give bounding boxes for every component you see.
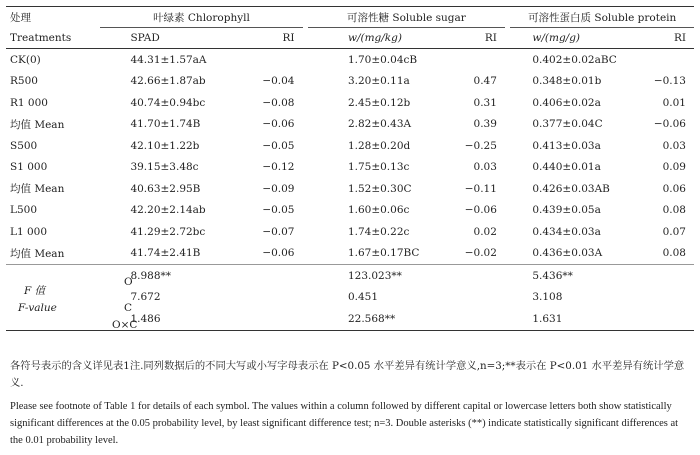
treatment-cell: CK(0) [10, 53, 41, 66]
sugar-ri: 0.47 [473, 75, 497, 88]
treatment-cell: 均值 Mean [10, 247, 65, 260]
sugar-unit-header: w/(mg/kg) [308, 28, 453, 49]
fvalue-sugar: 123.023** [308, 265, 453, 287]
chlorophyll-ri: −0.09 [262, 182, 295, 195]
fvalue-protein: 5.436** [510, 265, 641, 287]
protein-value: 0.413±0.03a [532, 139, 601, 152]
sugar-ri: 0.03 [473, 161, 497, 174]
chlorophyll-value: 41.74±2.41B [130, 247, 201, 260]
factor-label: O [124, 275, 133, 288]
protein-value: 0.436±0.03A [532, 247, 603, 260]
protein-ri: −0.06 [653, 118, 686, 131]
factor-label: C [124, 301, 133, 314]
chlorophyll-ri: −0.05 [262, 204, 295, 217]
table-row [6, 200, 694, 222]
chlorophyll-ri: −0.06 [262, 247, 295, 260]
table-row [6, 114, 694, 136]
chlorophyll-ri: −0.06 [262, 118, 295, 131]
sugar-ri: −0.06 [464, 204, 497, 217]
chlorophyll-ri [243, 49, 302, 71]
sugar-value: 3.20±0.11a [347, 75, 410, 88]
protein-value: 0.348±0.01b [532, 75, 602, 88]
treatments-header-cn: 处理 [6, 7, 100, 28]
chlorophyll-ri: −0.07 [262, 225, 295, 238]
chlorophyll-ri: −0.05 [262, 139, 295, 152]
protein-group-header: 可溶性蛋白质 Soluble protein [510, 7, 694, 28]
treatment-cell: R1 000 [10, 96, 48, 109]
ri-header-3: RI [641, 28, 694, 49]
protein-value: 0.377±0.04C [532, 118, 603, 131]
sugar-group-header: 可溶性糖 Soluble sugar [308, 7, 505, 28]
fvalue-label-en: F-value [18, 301, 57, 314]
protein-value: 0.426±0.03AB [532, 182, 610, 195]
protein-ri: 0.01 [662, 96, 686, 109]
treatment-cell: L1 000 [10, 225, 48, 238]
treatment-cell: L500 [10, 204, 38, 217]
table-row [6, 92, 694, 114]
chlorophyll-ri: −0.08 [262, 96, 295, 109]
sugar-ri: −0.02 [464, 247, 497, 260]
sugar-value: 2.82±0.43A [347, 118, 412, 131]
sugar-ri: 0.31 [473, 96, 497, 109]
protein-value: 0.440±0.01a [532, 161, 601, 174]
chlorophyll-value: 42.10±1.22b [130, 139, 200, 152]
fvalue-row [6, 308, 694, 330]
protein-value: 0.402±0.02aBC [532, 53, 617, 66]
table-row [6, 135, 694, 157]
sugar-ri: 0.02 [473, 225, 497, 238]
fvalue-chlorophyll: 1.486 [100, 308, 243, 330]
table-notes [10, 358, 690, 455]
fvalue-sugar: 22.568** [308, 308, 453, 330]
chlorophyll-value: 42.66±1.87ab [130, 75, 206, 88]
protein-ri: 0.03 [662, 139, 686, 152]
sugar-value: 1.70±0.04cB [347, 53, 418, 66]
note-en: Please see footnote of Table 1 for details of each symbol. The values within a column followed by different capital or lowercase letters both show statistically significant differences at the 0.05 probability level, by least significant difference test; n=3. Double asterisks (**) indicate statistically significant differences at the 0.01 probability level. [10, 401, 679, 446]
treatment-cell: S1 000 [10, 161, 48, 174]
treatment-cell: 均值 Mean [10, 118, 65, 131]
protein-value: 0.439±0.05a [532, 204, 601, 217]
table-row [6, 178, 694, 200]
note-cn: 各符号表示的含义详见表1注.同列数据后的不同大写或小写字母表示在 P<0.05 水平差异有统计学意义,n=3;**表示在 P<0.01 水平差异有统计学意义. [10, 360, 685, 389]
protein-ri: −0.13 [653, 75, 686, 88]
sugar-ri: −0.25 [464, 139, 497, 152]
chlorophyll-value: 42.20±2.14ab [130, 204, 206, 217]
treatments-header-en: Treatments [6, 28, 100, 49]
table-row [6, 221, 694, 243]
fvalue-protein: 3.108 [532, 291, 563, 304]
protein-ri: 0.06 [662, 182, 686, 195]
table-row [6, 243, 694, 265]
chlorophyll-value: 41.29±2.72bc [130, 225, 206, 238]
ri-header-2: RI [453, 28, 505, 49]
fvalue-protein: 1.631 [510, 308, 641, 330]
treatment-cell: R500 [10, 75, 38, 88]
ri-header-1: RI [243, 28, 302, 49]
fvalue-sugar: 0.451 [347, 291, 379, 304]
table-row [6, 49, 694, 71]
sugar-value: 1.74±0.22c [347, 225, 410, 238]
chlorophyll-value: 40.74±0.94bc [130, 96, 206, 109]
chlorophyll-ri: −0.12 [262, 161, 295, 174]
protein-value: 0.434±0.03a [532, 225, 601, 238]
fvalue-label-cn: F 值 [24, 284, 46, 297]
chlorophyll-ri: −0.04 [262, 75, 295, 88]
data-table [6, 6, 694, 331]
sugar-value: 1.28±0.20d [347, 139, 411, 152]
chlorophyll-group-header: 叶绿素 Chlorophyll [100, 7, 302, 28]
protein-ri: 0.08 [662, 247, 686, 260]
protein-ri: 0.08 [662, 204, 686, 217]
protein-value: 0.406±0.02a [532, 96, 601, 109]
chlorophyll-value: 40.63±2.95B [130, 182, 201, 195]
sugar-value: 1.60±0.06c [347, 204, 410, 217]
chlorophyll-value: 41.70±1.74B [130, 118, 201, 131]
factor-label: O×C [112, 318, 138, 331]
sugar-ri: 0.39 [473, 118, 497, 131]
chlorophyll-value: 44.31±1.57aA [130, 53, 207, 66]
fvalue-label [6, 284, 133, 314]
protein-ri: 0.09 [662, 161, 686, 174]
sugar-value: 1.67±0.17BC [347, 247, 420, 260]
treatment-cell: S500 [10, 139, 38, 152]
fvalue-chlorophyll: 8.988** [100, 265, 243, 287]
sugar-value: 1.52±0.30C [347, 182, 412, 195]
sugar-value: 2.45±0.12b [347, 96, 411, 109]
fvalue-chlorophyll: 7.672 [130, 291, 161, 304]
protein-unit-header: w/(mg/g) [510, 28, 641, 49]
fvalue-row [6, 287, 694, 309]
chlorophyll-value: 39.15±3.48c [130, 161, 199, 174]
table-row [6, 71, 694, 93]
sugar-ri [453, 49, 505, 71]
table-row [6, 157, 694, 179]
treatment-cell: 均值 Mean [10, 183, 65, 196]
sugar-ri: −0.11 [464, 182, 497, 195]
protein-ri [641, 49, 694, 71]
sugar-value: 1.75±0.13c [347, 161, 410, 174]
fvalue-row [6, 265, 694, 287]
spad-header: SPAD [100, 28, 243, 49]
protein-ri: 0.07 [662, 225, 686, 238]
